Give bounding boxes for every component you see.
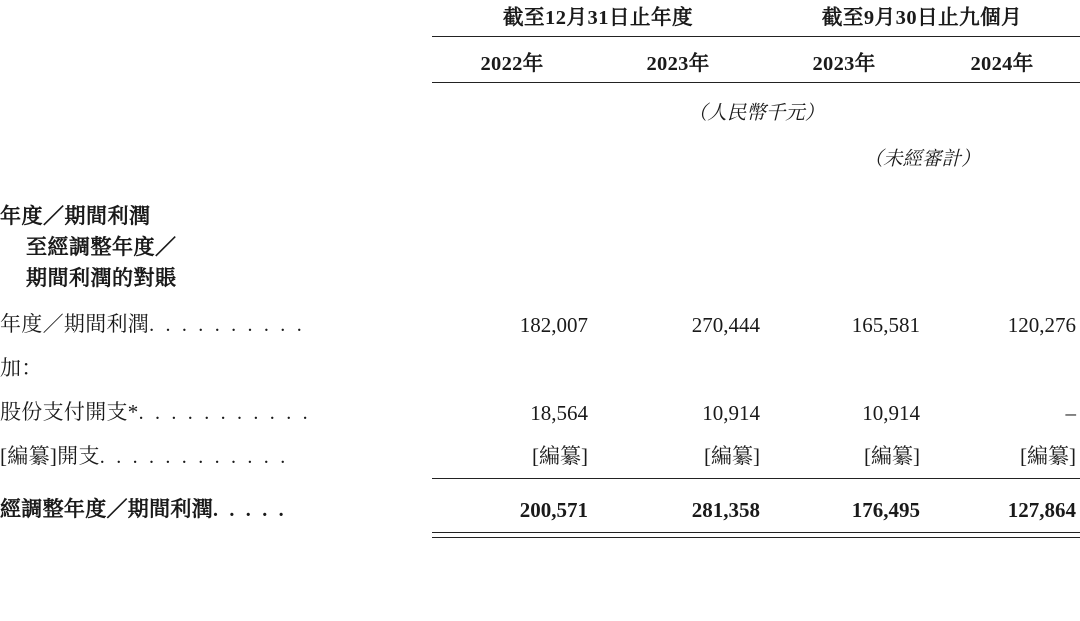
total-double-rule-row — [0, 523, 1080, 538]
row-leader-dots: . . . . . . . . . . — [149, 314, 305, 337]
section-title-line1: 年度／期間利潤 — [0, 204, 151, 228]
double-line — [432, 532, 592, 538]
row-value: – — [1065, 401, 1076, 426]
row-value: [編纂] — [1020, 444, 1076, 469]
year-col-1: 2022年 — [480, 53, 544, 75]
row-value: 200,571 — [519, 497, 588, 522]
row-label — [0, 382, 432, 426]
row-label — [0, 426, 432, 470]
row-label-text: 股份支付開支* — [0, 400, 139, 425]
unaudited-note: （未經審計） — [863, 149, 981, 170]
row-value: 18,564 — [530, 401, 588, 426]
total-rule-4 — [924, 523, 1080, 538]
unaudited-note-row — [0, 127, 1080, 171]
subtotal-rule-3 — [764, 470, 924, 479]
row-label — [0, 294, 432, 338]
row-value — [924, 338, 1080, 382]
header-group-row — [0, 0, 1080, 36]
subtotal-rule-blank — [0, 470, 432, 479]
total-rule-blank — [0, 523, 432, 538]
subtotal-rule-1 — [432, 470, 592, 479]
total-rule-2 — [592, 523, 764, 538]
table-row-total — [0, 479, 1080, 523]
year-col-4: 2024年 — [970, 53, 1034, 75]
section-title-row — [0, 171, 1080, 294]
row-label-text: 加： — [0, 356, 43, 381]
header-group-blank — [0, 0, 432, 36]
double-line — [592, 532, 764, 538]
row-label-text: 年度／期間利潤 — [0, 312, 150, 337]
row-leader-dots: . . . . . . . . . . . . — [99, 446, 289, 469]
row-value: 176,495 — [851, 497, 920, 522]
row-label — [0, 479, 432, 523]
row-value: 127,864 — [1007, 497, 1076, 522]
row-label-text: [編纂]開支 — [0, 444, 100, 469]
row-value — [592, 338, 764, 382]
spacer-row — [0, 37, 1080, 47]
row-value: 165,581 — [851, 313, 920, 338]
row-leader-dots: . . . . . — [213, 498, 287, 521]
row-label-text: 經調整年度／期間利潤 — [0, 496, 213, 521]
row-value: 182,007 — [519, 313, 588, 338]
spacer-cell — [0, 37, 432, 47]
year-row — [0, 46, 1080, 82]
row-value: 10,914 — [862, 401, 920, 426]
table-row — [0, 426, 1080, 470]
unaudited-blank-2 — [432, 127, 592, 171]
table-row — [0, 382, 1080, 426]
header-group-annual: 截至12月31日止年度 — [503, 7, 693, 29]
unaudited-blank — [0, 127, 432, 171]
table-row — [0, 294, 1080, 338]
spacer-cell-2 — [432, 37, 1080, 47]
unaudited-blank-3 — [592, 127, 764, 171]
year-col-3: 2023年 — [812, 53, 876, 75]
row-value: [編纂] — [704, 444, 760, 469]
double-line — [764, 532, 924, 538]
row-value: 281,358 — [691, 497, 760, 522]
section-title-line2: 至經調整年度／ — [26, 235, 177, 260]
unit-blank — [0, 83, 432, 128]
subtotal-rule-4 — [924, 470, 1080, 479]
row-label — [0, 338, 432, 382]
header-group-ninemonth: 截至9月30日止九個月 — [821, 7, 1023, 29]
row-value: [編纂] — [864, 444, 920, 469]
row-leader-dots: . . . . . . . . . . . — [138, 402, 311, 425]
total-rule-1 — [432, 523, 592, 538]
section-title — [0, 171, 1080, 294]
row-value: 10,914 — [702, 401, 760, 426]
year-col-2: 2023年 — [646, 53, 710, 75]
section-title-line3: 期間利潤的對賬 — [26, 266, 177, 291]
table-row — [0, 338, 1080, 382]
year-blank — [0, 46, 432, 82]
total-rule-3 — [764, 523, 924, 538]
row-value — [764, 338, 924, 382]
row-value — [432, 338, 592, 382]
subtotal-rule-2 — [592, 470, 764, 479]
row-value: 120,276 — [1007, 313, 1076, 338]
subtotal-rule-row — [0, 470, 1080, 479]
row-value: 270,444 — [691, 313, 760, 338]
unit-note: （人民幣千元） — [687, 103, 825, 124]
unit-note-row — [0, 83, 1080, 128]
row-value: [編纂] — [532, 444, 588, 469]
double-line — [924, 532, 1080, 538]
